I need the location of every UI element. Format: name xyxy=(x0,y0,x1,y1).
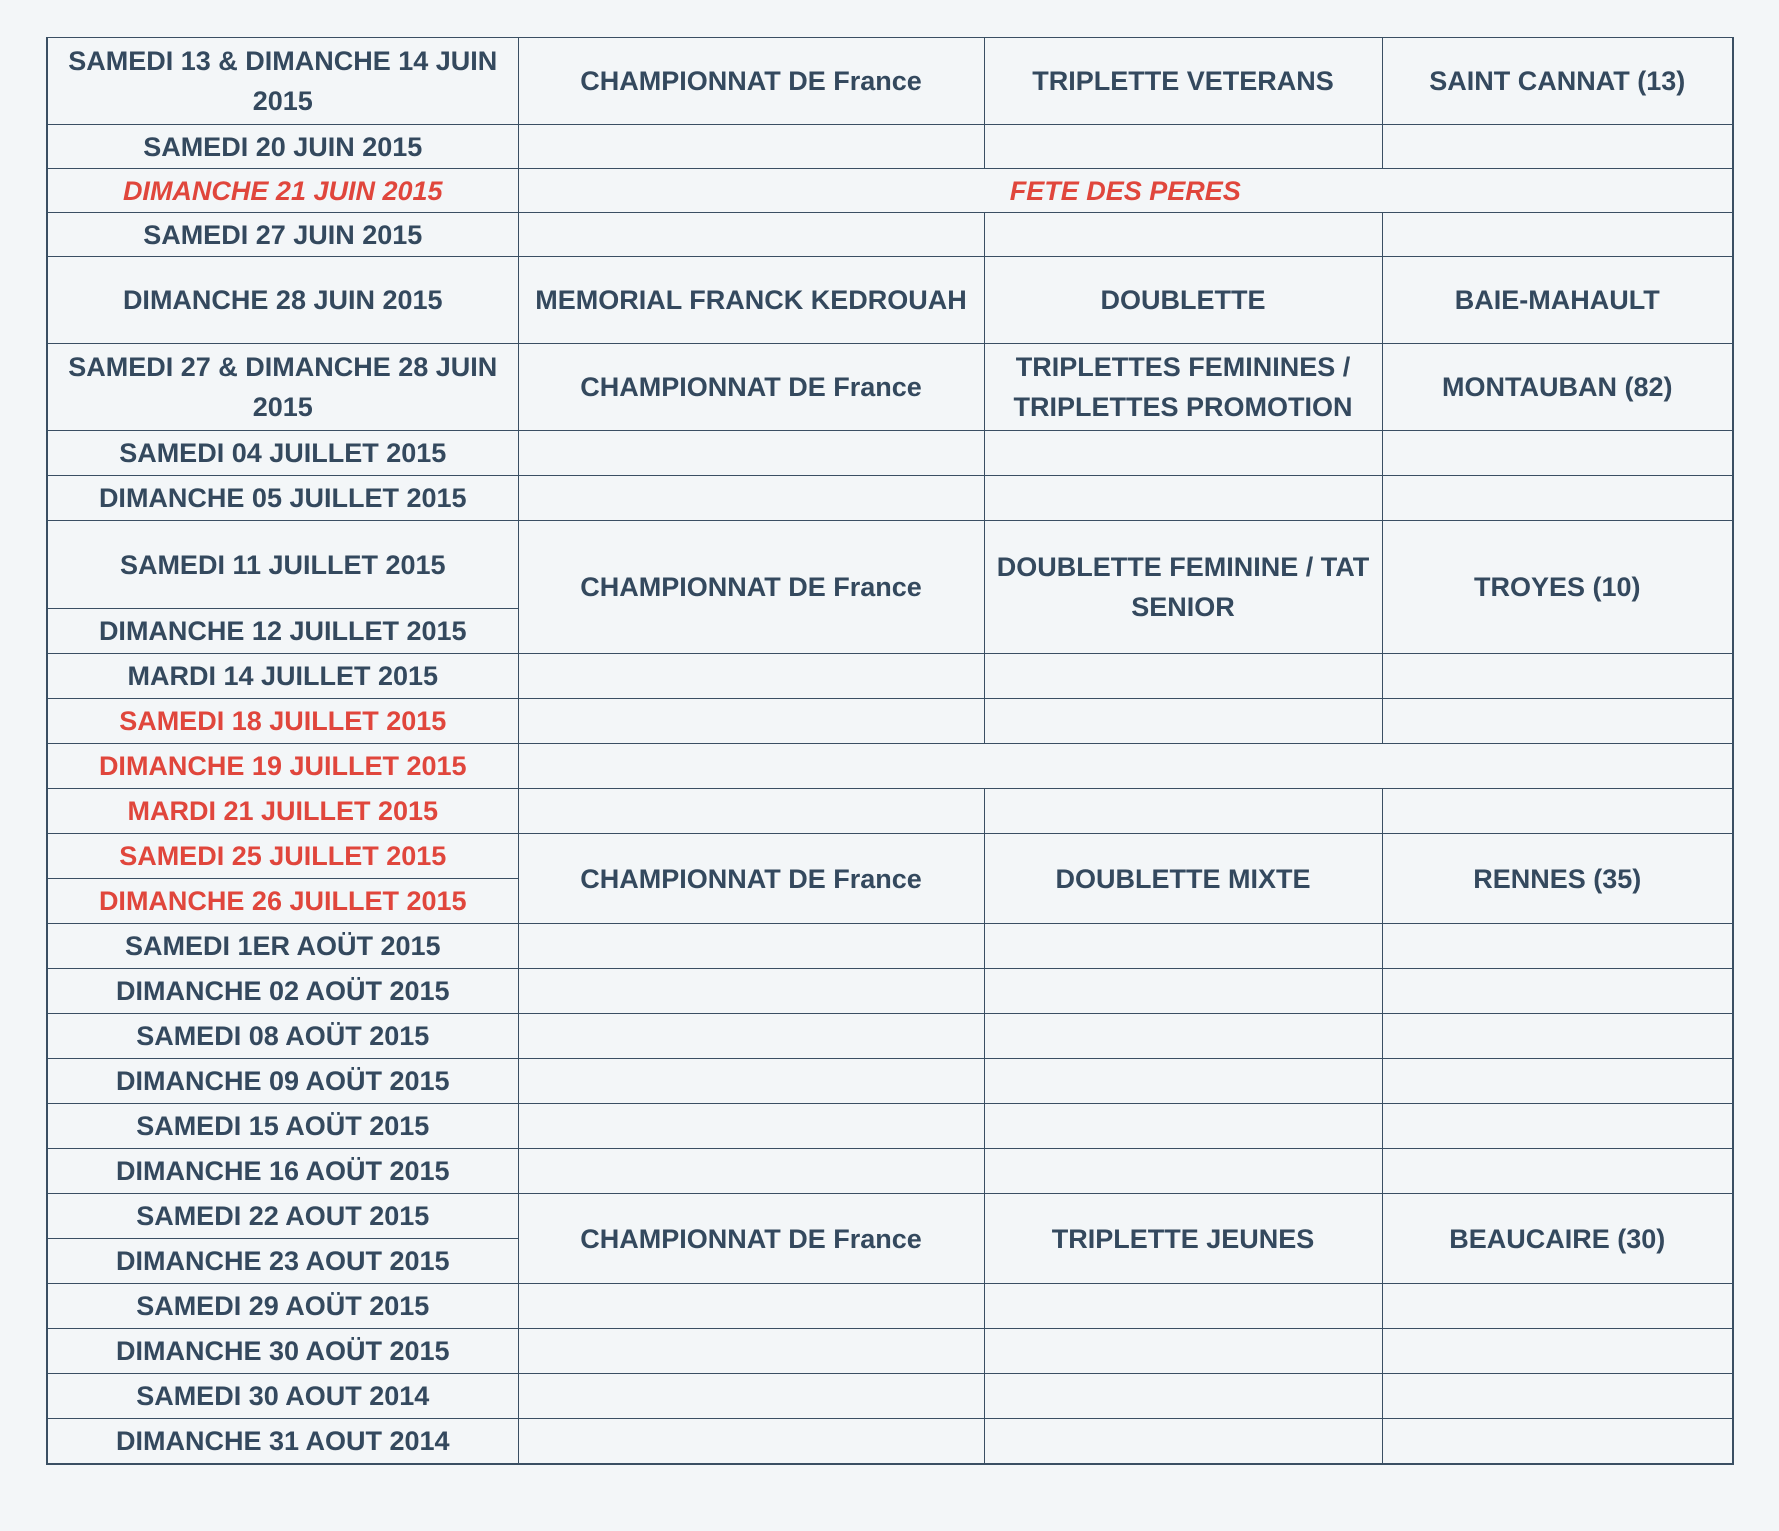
event-cell: FETE DES PERES xyxy=(518,169,1733,213)
location-cell xyxy=(1382,924,1733,969)
competition-cell xyxy=(518,213,984,257)
table-row xyxy=(47,654,1733,699)
competition-cell: CHAMPIONNAT DE France xyxy=(518,834,984,924)
table-row xyxy=(47,1149,1733,1194)
date-cell: DIMANCHE 31 AOUT 2014 xyxy=(47,1419,518,1465)
location-cell: SAINT CANNAT (13) xyxy=(1382,38,1733,125)
competition-cell xyxy=(518,654,984,699)
table-row xyxy=(47,521,1733,609)
category-cell: TRIPLETTE JEUNES xyxy=(984,1194,1382,1284)
category-cell xyxy=(984,789,1382,834)
location-cell xyxy=(1382,213,1733,257)
competition-cell xyxy=(518,969,984,1014)
date-cell: SAMEDI 29 AOÜT 2015 xyxy=(47,1284,518,1329)
date-cell: MARDI 14 JUILLET 2015 xyxy=(47,654,518,699)
location-cell xyxy=(1382,1014,1733,1059)
date-cell: DIMANCHE 23 AOUT 2015 xyxy=(47,1239,518,1284)
date-cell: DIMANCHE 21 JUIN 2015 xyxy=(47,169,518,213)
category-cell xyxy=(984,213,1382,257)
category-cell xyxy=(984,476,1382,521)
location-cell xyxy=(1382,125,1733,169)
location-cell xyxy=(1382,1419,1733,1465)
date-cell: SAMEDI 13 & DIMANCHE 14 JUIN 2015 xyxy=(47,38,518,125)
table-row xyxy=(47,257,1733,344)
table-row xyxy=(47,789,1733,834)
category-cell xyxy=(984,1149,1382,1194)
table-row xyxy=(47,1059,1733,1104)
date-cell: SAMEDI 25 JUILLET 2015 xyxy=(47,834,518,879)
date-cell: DIMANCHE 28 JUIN 2015 xyxy=(47,257,518,344)
date-cell: MARDI 21 JUILLET 2015 xyxy=(47,789,518,834)
category-cell xyxy=(984,1104,1382,1149)
competition-cell xyxy=(518,789,984,834)
location-cell xyxy=(1382,969,1733,1014)
competition-cell: CHAMPIONNAT DE France xyxy=(518,1194,984,1284)
category-cell xyxy=(984,654,1382,699)
table-row xyxy=(47,344,1733,431)
competition-cell: CHAMPIONNAT DE France xyxy=(518,38,984,125)
category-cell xyxy=(984,125,1382,169)
event-cell xyxy=(518,744,1733,789)
table-row xyxy=(47,699,1733,744)
date-cell: SAMEDI 15 AOÜT 2015 xyxy=(47,1104,518,1149)
date-cell: SAMEDI 18 JUILLET 2015 xyxy=(47,699,518,744)
table-row xyxy=(47,924,1733,969)
date-cell: SAMEDI 08 AOÜT 2015 xyxy=(47,1014,518,1059)
competition-cell xyxy=(518,1014,984,1059)
category-cell xyxy=(984,1419,1382,1465)
category-cell: DOUBLETTE FEMININE / TAT SENIOR xyxy=(984,521,1382,654)
category-cell xyxy=(984,1374,1382,1419)
date-cell: DIMANCHE 19 JUILLET 2015 xyxy=(47,744,518,789)
category-cell xyxy=(984,1059,1382,1104)
competition-cell xyxy=(518,476,984,521)
date-cell: SAMEDI 11 JUILLET 2015 xyxy=(47,521,518,609)
schedule-table xyxy=(46,37,1734,1465)
location-cell xyxy=(1382,1059,1733,1104)
competition-cell xyxy=(518,1149,984,1194)
table-row xyxy=(47,834,1733,879)
competition-cell xyxy=(518,924,984,969)
category-cell: TRIPLETTE VETERANS xyxy=(984,38,1382,125)
location-cell xyxy=(1382,699,1733,744)
location-cell xyxy=(1382,1374,1733,1419)
category-cell xyxy=(984,1284,1382,1329)
location-cell xyxy=(1382,789,1733,834)
table-row xyxy=(47,1329,1733,1374)
category-cell xyxy=(984,969,1382,1014)
date-cell: DIMANCHE 09 AOÜT 2015 xyxy=(47,1059,518,1104)
date-cell: SAMEDI 30 AOUT 2014 xyxy=(47,1374,518,1419)
category-cell: DOUBLETTE MIXTE xyxy=(984,834,1382,924)
date-cell: DIMANCHE 26 JUILLET 2015 xyxy=(47,879,518,924)
competition-cell xyxy=(518,431,984,476)
competition-cell xyxy=(518,1059,984,1104)
table-row xyxy=(47,431,1733,476)
competition-cell xyxy=(518,1329,984,1374)
date-cell: DIMANCHE 30 AOÜT 2015 xyxy=(47,1329,518,1374)
date-cell: SAMEDI 27 & DIMANCHE 28 JUIN 2015 xyxy=(47,344,518,431)
location-cell: MONTAUBAN (82) xyxy=(1382,344,1733,431)
category-cell: DOUBLETTE xyxy=(984,257,1382,344)
date-cell: SAMEDI 1ER AOÜT 2015 xyxy=(47,924,518,969)
location-cell xyxy=(1382,1329,1733,1374)
date-cell: DIMANCHE 12 JUILLET 2015 xyxy=(47,609,518,654)
competition-cell xyxy=(518,125,984,169)
date-cell: DIMANCHE 05 JUILLET 2015 xyxy=(47,476,518,521)
table-row xyxy=(47,1419,1733,1465)
table-row xyxy=(47,744,1733,789)
location-cell: TROYES (10) xyxy=(1382,521,1733,654)
competition-cell xyxy=(518,1419,984,1465)
table-row xyxy=(47,1374,1733,1419)
table-row xyxy=(47,969,1733,1014)
date-cell: DIMANCHE 16 AOÜT 2015 xyxy=(47,1149,518,1194)
category-cell xyxy=(984,431,1382,476)
date-cell: SAMEDI 20 JUIN 2015 xyxy=(47,125,518,169)
competition-cell xyxy=(518,699,984,744)
category-cell xyxy=(984,1014,1382,1059)
location-cell xyxy=(1382,476,1733,521)
date-cell: DIMANCHE 02 AOÜT 2015 xyxy=(47,969,518,1014)
location-cell: BEAUCAIRE (30) xyxy=(1382,1194,1733,1284)
table-row xyxy=(47,1284,1733,1329)
competition-cell: MEMORIAL FRANCK KEDROUAH xyxy=(518,257,984,344)
date-cell: SAMEDI 27 JUIN 2015 xyxy=(47,213,518,257)
competition-cell: CHAMPIONNAT DE France xyxy=(518,344,984,431)
competition-cell xyxy=(518,1374,984,1419)
location-cell xyxy=(1382,431,1733,476)
table-row xyxy=(47,1104,1733,1149)
competition-cell: CHAMPIONNAT DE France xyxy=(518,521,984,654)
table-row xyxy=(47,476,1733,521)
table-row xyxy=(47,125,1733,169)
location-cell xyxy=(1382,1149,1733,1194)
location-cell: BAIE-MAHAULT xyxy=(1382,257,1733,344)
table-row xyxy=(47,213,1733,257)
location-cell xyxy=(1382,1104,1733,1149)
category-cell: TRIPLETTES FEMININES / TRIPLETTES PROMOTION xyxy=(984,344,1382,431)
table-row xyxy=(47,169,1733,213)
date-cell: SAMEDI 04 JUILLET 2015 xyxy=(47,431,518,476)
location-cell: RENNES (35) xyxy=(1382,834,1733,924)
table-row xyxy=(47,38,1733,125)
category-cell xyxy=(984,1329,1382,1374)
date-cell: SAMEDI 22 AOUT 2015 xyxy=(47,1194,518,1239)
competition-cell xyxy=(518,1104,984,1149)
competition-cell xyxy=(518,1284,984,1329)
location-cell xyxy=(1382,654,1733,699)
category-cell xyxy=(984,699,1382,744)
location-cell xyxy=(1382,1284,1733,1329)
category-cell xyxy=(984,924,1382,969)
table-row xyxy=(47,1014,1733,1059)
table-row xyxy=(47,1194,1733,1239)
